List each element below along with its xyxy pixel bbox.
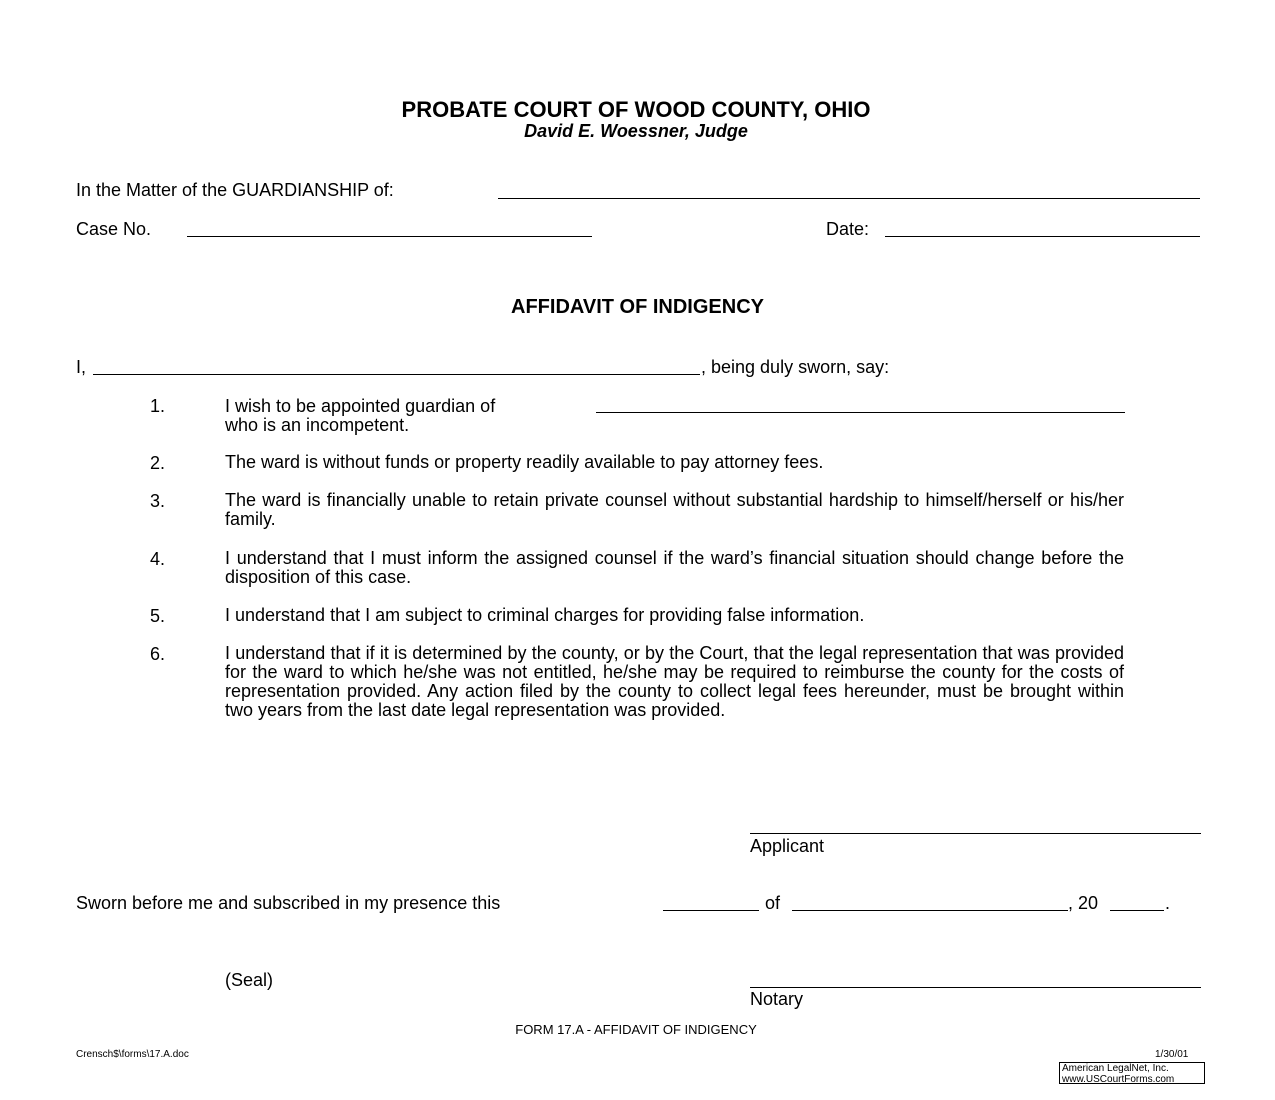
case-number-field[interactable] — [187, 236, 592, 237]
publisher-badge — [1059, 1062, 1205, 1084]
applicant-signature-field[interactable] — [750, 833, 1201, 834]
guardianship-label: In the Matter of the GUARDIANSHIP of: — [76, 180, 394, 200]
sworn-month-field[interactable] — [792, 910, 1068, 911]
item-3-number: 3. — [150, 491, 166, 511]
date-label: Date: — [826, 219, 870, 239]
notary-signature-field[interactable] — [750, 987, 1201, 988]
revision-date: 1/30/01 — [1155, 1049, 1189, 1060]
oath-prefix: I, — [76, 357, 87, 377]
item-1-number: 1. — [150, 396, 166, 416]
sworn-day-field[interactable] — [663, 910, 759, 911]
sworn-period: . — [1165, 893, 1171, 913]
date-field[interactable] — [885, 236, 1200, 237]
item-5-number: 5. — [150, 606, 166, 626]
judge-name: David E. Woessner, Judge — [524, 121, 748, 141]
item-6-text: I understand that if it is determined by the county, or by the Court, that the legal representation that was provided for the ward to which he/she was not entitled, he/she may be required to reimburse the county for the costs of representation provided. Any action filed by the county to collect legal fees hereunder, must be brought within two years from the last date legal representation was provided. — [225, 643, 1124, 720]
ward-name-field[interactable] — [596, 412, 1125, 413]
sworn-year-prefix: , 20 — [1068, 893, 1099, 913]
guardianship-name-field[interactable] — [498, 198, 1200, 199]
court-title: PROBATE COURT OF WOOD COUNTY, OHIO — [401, 97, 871, 122]
form-footer-label: FORM 17.A - AFFIDAVIT OF INDIGENCY — [515, 1022, 757, 1037]
item-1-text: I wish to be appointed guardian of — [225, 396, 496, 416]
item-2-number: 2. — [150, 453, 166, 473]
file-path: Crensch$\forms\17.A.doc — [76, 1049, 189, 1060]
item-4-text: I understand that I must inform the assigned counsel if the ward’s financial situation should change before the disposition of this case. — [225, 548, 1124, 587]
item-2-text: The ward is without funds or property readily available to pay attorney fees. — [225, 452, 824, 472]
item-1-continuation: who is an incompetent. — [225, 415, 410, 435]
notary-label: Notary — [750, 989, 804, 1009]
case-number-label: Case No. — [76, 219, 152, 239]
item-5-text: I understand that I am subject to criminal charges for providing false information. — [225, 605, 865, 625]
sworn-of-text: of — [765, 893, 781, 913]
publisher-name: American LegalNet, Inc. — [1062, 1063, 1169, 1074]
item-4-number: 4. — [150, 549, 166, 569]
item-3-text: The ward is financially unable to retain private counsel without substantial hardship to himself/herself or his/her family. — [225, 490, 1124, 529]
item-6-number: 6. — [150, 644, 166, 664]
oath-suffix: , being duly sworn, say: — [701, 357, 890, 377]
publisher-url: www.USCourtForms.com — [1062, 1074, 1175, 1085]
seal-label: (Seal) — [225, 970, 274, 990]
sworn-statement-prefix: Sworn before me and subscribed in my presence this — [76, 893, 501, 913]
applicant-label: Applicant — [750, 836, 825, 856]
sworn-year-field[interactable] — [1110, 910, 1164, 911]
affiant-name-field[interactable] — [93, 374, 700, 375]
document-title: AFFIDAVIT OF INDIGENCY — [511, 296, 764, 318]
